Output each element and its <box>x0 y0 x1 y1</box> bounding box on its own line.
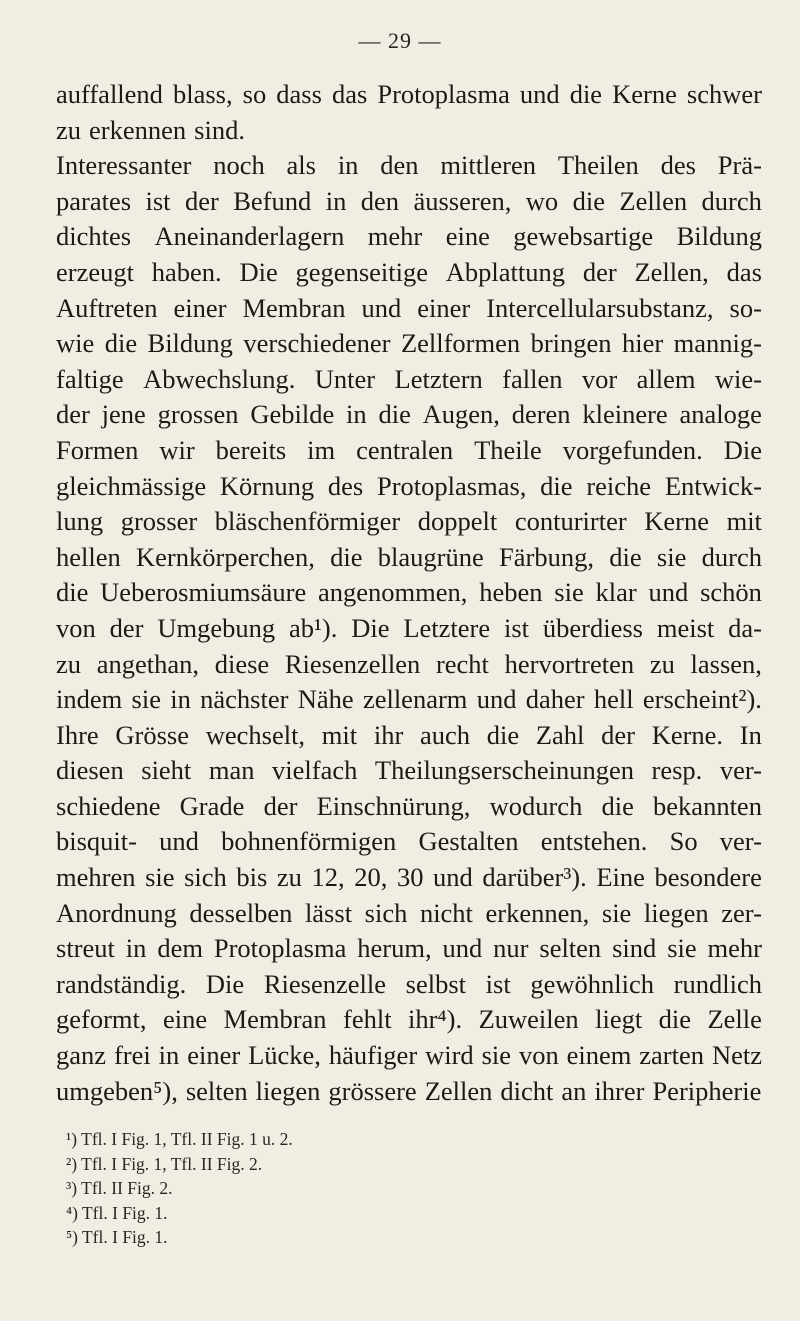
footnote: ¹) Tfl. I Fig. 1, Tfl. II Fig. 1 u. 2. <box>66 1129 293 1149</box>
text-line: Interessanter noch als in den mittleren Theilen des Prä- <box>56 150 762 181</box>
text-line: streut in dem Protoplasma herum, und nur selten sind sie mehr <box>56 933 762 964</box>
footnotes <box>66 1127 293 1250</box>
footnote: ⁵) Tfl. I Fig. 1. <box>66 1227 168 1247</box>
text-line: erzeugt haben. Die gegenseitige Abplattung der Zellen, das <box>56 256 762 287</box>
text-line: lung grosser bläschenförmiger doppelt conturirter Kerne mit <box>56 506 762 537</box>
footnote: ³) Tfl. II Fig. 2. <box>66 1178 173 1198</box>
text-line: Anordnung desselben lässt sich nicht erkennen, sie liegen zer- <box>56 897 762 928</box>
text-line: diesen sieht man vielfach Theilungserscheinungen resp. ver- <box>56 755 762 786</box>
text-line: ganz frei in einer Lücke, häufiger wird sie von einem zarten Netz <box>56 1040 762 1071</box>
text-line: von der Umgebung ab¹). Die Letztere ist überdiess meist da- <box>56 612 762 643</box>
text-line: Ihre Grösse wechselt, mit ihr auch die Zahl der Kerne. In <box>56 719 762 750</box>
footnote: ⁴) Tfl. I Fig. 1. <box>66 1202 168 1223</box>
text-line: dichtes Aneinanderlagern mehr eine gewebsartige Bildung <box>56 221 762 252</box>
text-line: indem sie in nächster Nähe zellenarm und daher hell erscheint²). <box>56 684 762 715</box>
text-line: wie die Bildung verschiedener Zellformen bringen hier mannig- <box>56 328 762 359</box>
text-line: zu erkennen sind. <box>56 114 245 145</box>
text-line: auffallend blass, so dass das Protoplasma und die Kerne schwer <box>56 79 762 109</box>
text-line: Auftreten einer Membran und einer Intercellularsubstanz, so- <box>56 292 762 323</box>
text-line: randständig. Die Riesenzelle selbst ist gewöhnlich rundlich <box>56 968 762 999</box>
body-text <box>56 77 762 1109</box>
text-line: hellen Kernkörperchen, die blaugrüne Färbung, die sie durch <box>56 541 762 572</box>
text-line: die Ueberosmiumsäure angenommen, heben sie klar und schön <box>56 577 762 608</box>
text-line: schiedene Grade der Einschnürung, wodurch die bekannten <box>56 790 762 821</box>
text-line: gleichmässige Körnung des Protoplasmas, die reiche Entwick- <box>56 470 762 501</box>
text-line: parates ist der Befund in den äusseren, wo die Zellen durch <box>56 185 762 216</box>
footnote: ²) Tfl. I Fig. 1, Tfl. II Fig. 2. <box>66 1153 263 1174</box>
text-line: faltige Abwechslung. Unter Letztern fallen vor allem wie- <box>56 363 762 394</box>
text-line: bisquit- und bohnenförmigen Gestalten entstehen. So ver- <box>56 826 762 857</box>
text-line: der jene grossen Gebilde in die Augen, deren kleinere analoge <box>56 399 762 430</box>
text-line: Formen wir bereits im centralen Theile vorgefunden. Die <box>56 434 762 465</box>
text-line: umgeben⁵), selten liegen grössere Zellen dicht an ihrer Peripherie <box>56 1075 762 1106</box>
text-line: geformt, eine Membran fehlt ihr⁴). Zuweilen liegt die Zelle <box>56 1004 762 1035</box>
text-line: zu angethan, diese Riesenzellen recht hervortreten zu lassen, <box>56 648 762 679</box>
page-number: — 29 — <box>358 28 442 53</box>
text-line: mehren sie sich bis zu 12, 20, 30 und darüber³). Eine besondere <box>56 862 762 893</box>
